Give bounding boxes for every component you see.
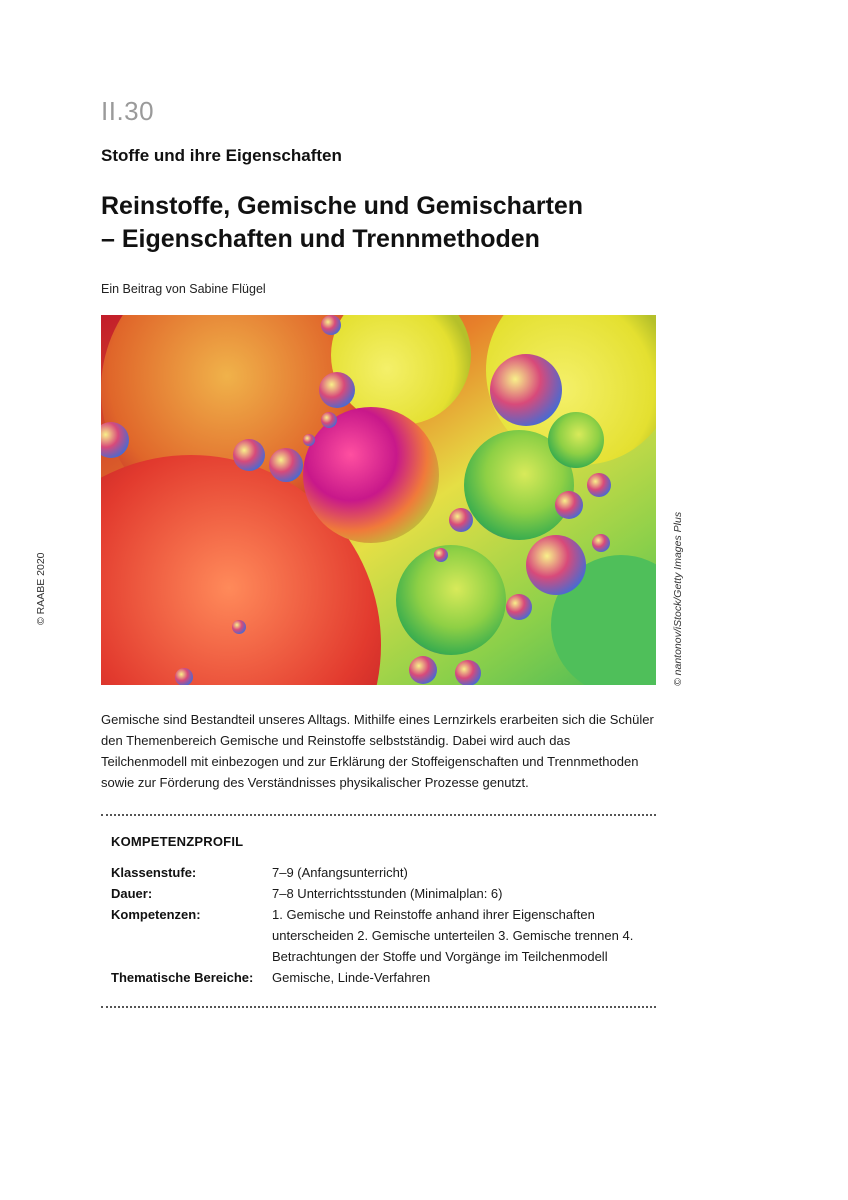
section-number: II.30 — [101, 96, 155, 126]
copyright-note: © RAABE 2020 — [35, 552, 47, 625]
photo-credit: © nantonov/iStock/Getty Images Plus — [672, 511, 684, 686]
title-line-2: – Eigenschaften und Trennmethoden — [101, 225, 540, 253]
profile-row-thematische-bereiche — [111, 967, 651, 988]
bubble — [587, 473, 611, 497]
bubble — [319, 372, 355, 408]
bubble — [455, 660, 481, 685]
author-line: Ein Beitrag von Sabine Flügel — [101, 282, 266, 296]
profile-row-kompetenzen — [111, 904, 651, 967]
bubble — [434, 548, 448, 562]
kompetenzprofil-heading: KOMPETENZPROFIL — [111, 834, 244, 849]
profile-row-klassenstufe — [111, 862, 651, 883]
divider-bottom — [101, 1006, 656, 1008]
bubble — [409, 656, 437, 684]
bubble — [321, 412, 337, 428]
bubble — [396, 545, 506, 655]
bubble — [269, 448, 303, 482]
bubble — [490, 354, 562, 426]
bubble — [548, 412, 604, 468]
intro-paragraph: Gemische sind Bestandteil unseres Alltags. Mithilfe eines Lernzirkels erarbeiten sich die Schüler den Themenbereich Gemische und Reinstoffe selbstständig. Dabei wird auch das Teilchenmodell mit einbezogen und zur Erklärung der Stoffeigenschaften und Trennmethoden sowie zur Förderung des Verständnisses physikalischer Prozesse genutzt. — [101, 712, 654, 790]
profile-value: 7–8 Unterrichtsstunden (Minimalplan: 6) — [272, 886, 503, 901]
bubble — [321, 315, 341, 335]
kompetenzprofil-table — [111, 862, 651, 988]
bubble — [506, 594, 532, 620]
bubble — [555, 491, 583, 519]
bubble — [526, 535, 586, 595]
title-line-1: Reinstoffe, Gemische und Gemischarten — [101, 192, 584, 220]
divider-top — [101, 814, 656, 816]
bubble — [232, 620, 246, 634]
profile-label: Thematische Bereiche: — [111, 970, 254, 985]
bubble — [233, 439, 265, 471]
profile-label: Klassenstufe: — [111, 865, 197, 880]
hero-image-oil-bubbles — [101, 315, 656, 685]
profile-label: Kompetenzen: — [111, 907, 201, 922]
subtitle: Stoffe und ihre Eigenschaften — [101, 146, 342, 165]
bubble — [303, 434, 315, 446]
bubble — [592, 534, 610, 552]
profile-row-dauer — [111, 883, 651, 904]
page-title — [101, 190, 701, 256]
bubble — [449, 508, 473, 532]
profile-label: Dauer: — [111, 886, 153, 901]
profile-value: Gemische, Linde-Verfahren — [272, 970, 431, 985]
profile-value: 1. Gemische und Reinstoffe anhand ihrer Eigenschaften unterscheiden 2. Gemische unterteilen 3. Gemische trennen 4. Betrachtungen der Stoffe und Vorgänge im Teilchenmodell — [272, 907, 634, 964]
bubble — [303, 407, 439, 543]
profile-value: 7–9 (Anfangsunterricht) — [272, 865, 408, 880]
